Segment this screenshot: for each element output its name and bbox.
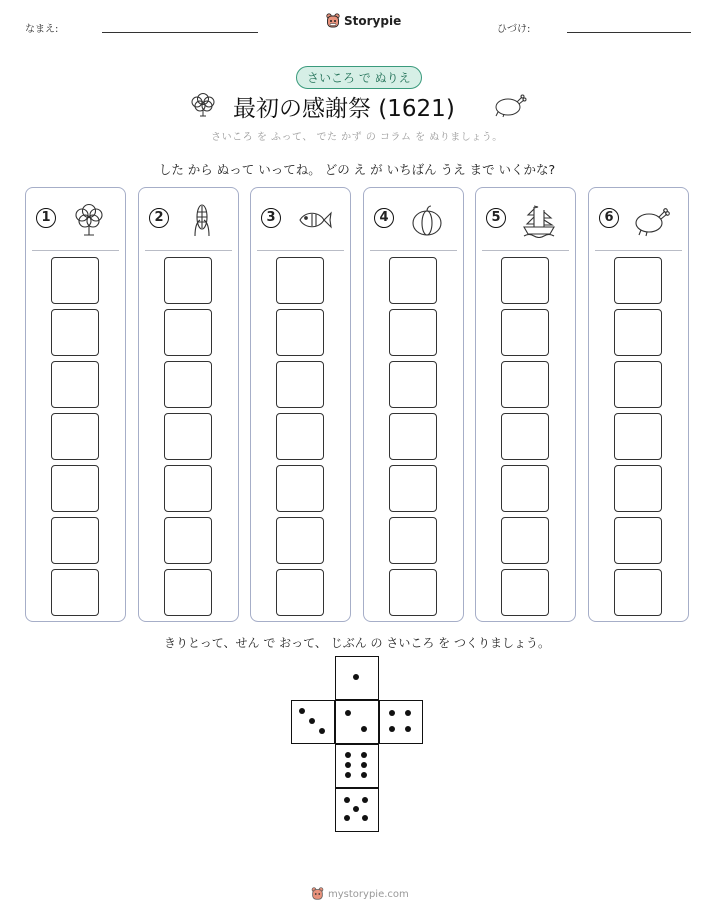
color-box[interactable] [614, 257, 662, 304]
pip [389, 710, 395, 716]
color-box[interactable] [164, 309, 212, 356]
color-box[interactable] [164, 361, 212, 408]
color-box[interactable] [164, 517, 212, 564]
color-box[interactable] [501, 361, 549, 408]
fish-icon [295, 202, 333, 238]
color-box[interactable] [276, 517, 324, 564]
color-box[interactable] [276, 569, 324, 616]
pip [405, 726, 411, 732]
footer-url[interactable]: mystorypie.com [328, 888, 409, 900]
color-box[interactable] [389, 361, 437, 408]
color-box[interactable] [614, 309, 662, 356]
pip [345, 752, 351, 758]
color-box[interactable] [164, 413, 212, 460]
color-box[interactable] [614, 569, 662, 616]
column-divider [32, 250, 119, 251]
dice-face-1 [335, 656, 379, 700]
pip [344, 815, 350, 821]
pip [389, 726, 395, 732]
brand-logo [326, 13, 401, 29]
cut-instruction: きりとって、せん で おって、 じぶん の さいころ を つくりましょう。 [164, 636, 550, 650]
color-box[interactable] [276, 257, 324, 304]
color-box[interactable] [389, 309, 437, 356]
column-header [139, 202, 238, 238]
pip [345, 710, 351, 716]
column-number: 5 [486, 208, 506, 228]
page-title: 最初の感謝祭 (1621) [233, 96, 455, 122]
color-box[interactable] [389, 257, 437, 304]
column-header [251, 202, 350, 238]
color-box[interactable] [276, 413, 324, 460]
color-box[interactable] [501, 517, 549, 564]
color-box[interactable] [614, 465, 662, 512]
storypie-mascot-icon [311, 887, 324, 901]
color-box[interactable] [389, 569, 437, 616]
color-box[interactable] [51, 361, 99, 408]
column-header [476, 202, 575, 238]
color-box[interactable] [51, 309, 99, 356]
activity-pill: さいころ で ぬりえ [296, 66, 422, 89]
column-number: 2 [149, 208, 169, 228]
column-5 [475, 187, 576, 622]
ship-icon [520, 202, 558, 238]
color-box[interactable] [164, 569, 212, 616]
column-divider [482, 250, 569, 251]
turkey-icon [633, 202, 671, 238]
pip [345, 762, 351, 768]
footer [311, 887, 409, 901]
color-box[interactable] [276, 309, 324, 356]
color-box[interactable] [501, 569, 549, 616]
color-box[interactable] [389, 517, 437, 564]
pip [361, 762, 367, 768]
color-box[interactable] [51, 517, 99, 564]
date-label: ひづけ: [497, 24, 531, 35]
color-box[interactable] [51, 257, 99, 304]
column-divider [145, 250, 232, 251]
column-header [364, 202, 463, 238]
color-box[interactable] [51, 413, 99, 460]
column-6 [588, 187, 689, 622]
pumpkin-icon [408, 202, 446, 238]
color-box[interactable] [614, 361, 662, 408]
pip [299, 708, 305, 714]
column-4 [363, 187, 464, 622]
color-box[interactable] [164, 465, 212, 512]
dice-face-5 [335, 788, 379, 832]
date-line[interactable] [567, 32, 691, 33]
tree-icon [70, 202, 108, 238]
pip [405, 710, 411, 716]
column-divider [370, 250, 457, 251]
subtitle: さいころ を ふって、 でた かず の コラム を ぬりましょう。 [211, 132, 503, 143]
column-header [26, 202, 125, 238]
color-box[interactable] [51, 569, 99, 616]
pip [362, 815, 368, 821]
color-box[interactable] [614, 413, 662, 460]
pip [353, 674, 359, 680]
name-line[interactable] [102, 32, 258, 33]
column-divider [257, 250, 344, 251]
corn-icon [183, 202, 221, 238]
color-box[interactable] [276, 465, 324, 512]
color-box[interactable] [276, 361, 324, 408]
color-box[interactable] [164, 257, 212, 304]
instruction: した から ぬって いってね。 どの え が いちばん うえ まで いくかな? [158, 162, 556, 177]
color-box[interactable] [501, 413, 549, 460]
dice-face-4 [379, 700, 423, 744]
column-divider [595, 250, 682, 251]
column-number: 3 [261, 208, 281, 228]
color-box[interactable] [51, 465, 99, 512]
turkey-icon [493, 92, 527, 118]
color-box[interactable] [501, 465, 549, 512]
name-label: なまえ: [25, 24, 59, 35]
column-number: 6 [599, 208, 619, 228]
tree-icon [188, 92, 218, 118]
column-number: 4 [374, 208, 394, 228]
pip [353, 806, 359, 812]
pip [344, 797, 350, 803]
pip [345, 772, 351, 778]
pip [361, 726, 367, 732]
pip [361, 772, 367, 778]
color-box[interactable] [501, 257, 549, 304]
dice-face-2 [335, 700, 379, 744]
pip [319, 728, 325, 734]
color-box[interactable] [614, 517, 662, 564]
column-2 [138, 187, 239, 622]
pip [362, 797, 368, 803]
color-box[interactable] [389, 465, 437, 512]
color-box[interactable] [389, 413, 437, 460]
storypie-mascot-icon [326, 13, 340, 29]
column-header [589, 202, 688, 238]
dice-face-3 [291, 700, 335, 744]
column-number: 1 [36, 208, 56, 228]
pip [361, 752, 367, 758]
color-box[interactable] [501, 309, 549, 356]
column-3 [250, 187, 351, 622]
dice-face-6 [335, 744, 379, 788]
column-1 [25, 187, 126, 622]
brand-name: Storypie [344, 14, 402, 28]
pip [309, 718, 315, 724]
